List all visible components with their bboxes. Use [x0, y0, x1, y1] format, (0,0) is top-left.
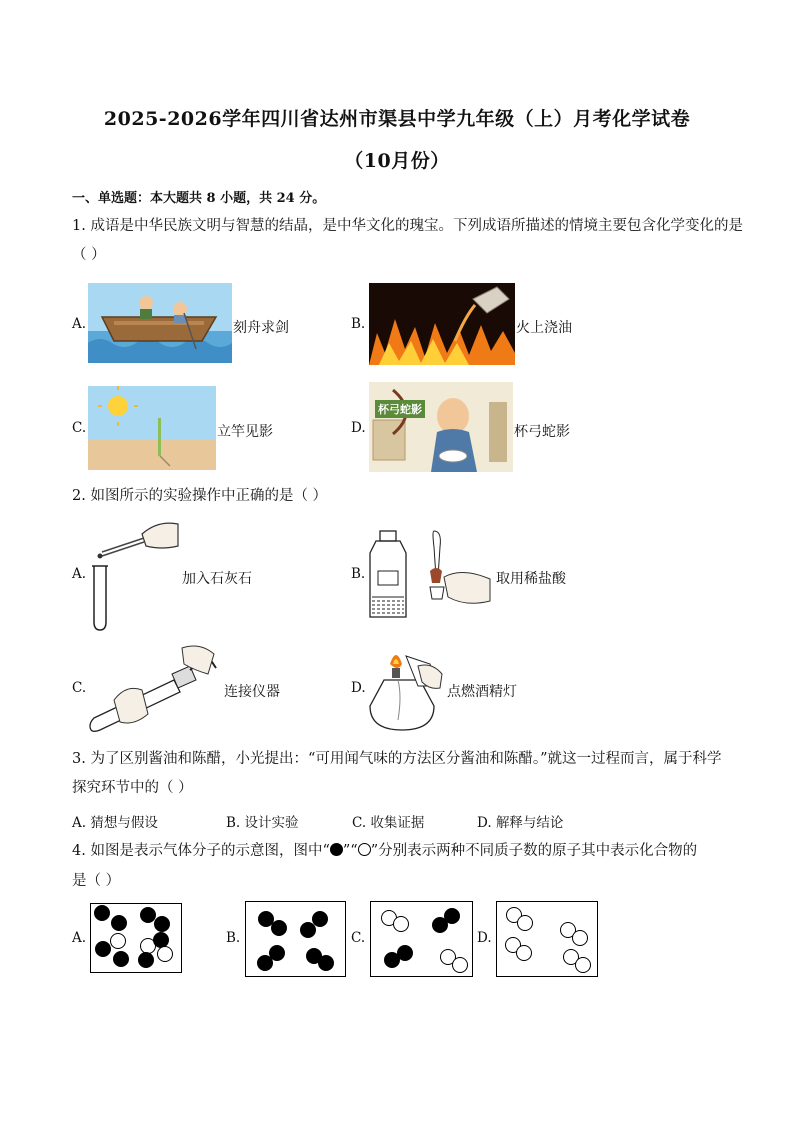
- q2-option-b-text: 取用稀盐酸: [496, 571, 566, 587]
- q4-option-b-letter[interactable]: B.: [226, 930, 241, 946]
- atom-white: [517, 915, 533, 931]
- q3-option-c[interactable]: [352, 811, 424, 831]
- q3-option-c-text: 收集证据: [370, 815, 425, 831]
- q2-option-c-letter[interactable]: C.: [72, 680, 87, 696]
- q3-option-a-text: 猜想与假设: [90, 815, 158, 831]
- q4-option-a-letter[interactable]: A.: [72, 930, 87, 946]
- q1-option-b-image: [369, 283, 515, 365]
- q2-option-c-text: 连接仪器: [224, 684, 280, 700]
- q1-option-a-text: 刻舟求剑: [233, 320, 289, 336]
- atom-black: [257, 955, 273, 971]
- q2-option-d-letter[interactable]: D.: [351, 680, 366, 696]
- atom-white: [452, 957, 468, 973]
- question-3-stem-line2: 探究环节中的（ ）: [72, 780, 193, 796]
- q2-option-d-image: [368, 646, 446, 736]
- q3-option-d-text: 解释与结论: [495, 815, 564, 831]
- q1-option-c-text: 立竿见影: [217, 424, 273, 440]
- atom-black: [154, 916, 170, 932]
- q2-option-d-text: 点燃酒精灯: [447, 684, 517, 700]
- q2-option-a-image: [86, 514, 182, 634]
- q3-option-b[interactable]: [226, 811, 299, 831]
- section-header: 一、单选题：本大题共 8 小题，共 24 分。: [72, 191, 326, 206]
- q1-option-d-image: [369, 382, 513, 472]
- q4-option-d-letter[interactable]: D.: [477, 930, 492, 946]
- q3-option-a-letter: A.: [72, 815, 87, 831]
- q3-option-b-letter: B.: [226, 815, 241, 831]
- atom-white: [157, 946, 173, 962]
- black-atom-icon: [330, 843, 343, 856]
- atom-black: [113, 951, 129, 967]
- question-4-stem-part2: ”“: [342, 843, 358, 859]
- q1-option-b-text: 火上浇油: [516, 320, 572, 336]
- question-4-stem-line2: 是（ ）: [72, 873, 121, 889]
- q4-option-d-diagram: [496, 901, 598, 977]
- q4-option-c-letter[interactable]: C.: [351, 930, 366, 946]
- atom-black: [318, 955, 334, 971]
- atom-black: [95, 941, 111, 957]
- q3-option-d-letter: D.: [477, 815, 492, 831]
- question-1-stem-paren: （ ）: [72, 247, 106, 263]
- q3-option-b-text: 设计实验: [244, 815, 299, 831]
- q4-option-b-diagram: [245, 901, 346, 977]
- q2-option-a-letter[interactable]: A.: [72, 566, 87, 582]
- atom-black: [138, 952, 154, 968]
- atom-black: [300, 922, 316, 938]
- atom-black: [384, 952, 400, 968]
- page-title: 2025-2026学年四川省达州市渠县中学九年级（上）月考化学试卷: [103, 108, 691, 130]
- atom-black: [111, 915, 127, 931]
- question-4-stem-part3: ”分别表示两种不同质子数的原子其中表示化合物的: [370, 843, 698, 859]
- q2-option-b-letter[interactable]: B.: [351, 566, 366, 582]
- atom-white: [110, 933, 126, 949]
- q4-option-c-diagram: [370, 901, 473, 977]
- q3-option-c-letter: C.: [352, 815, 367, 831]
- white-atom-icon: [358, 843, 371, 856]
- atom-white: [393, 916, 409, 932]
- q4-option-a-diagram: [90, 903, 182, 973]
- q3-option-a[interactable]: [72, 811, 158, 831]
- atom-black: [271, 920, 287, 936]
- q2-option-b-image: [366, 527, 494, 619]
- q2-option-c-image: [86, 644, 224, 736]
- q2-option-a-text: 加入石灰石: [182, 571, 252, 587]
- question-1-stem: 1. 成语是中华民族文明与智慧的结晶，是中华文化的瑰宝。下列成语所描述的情境主要包含化学变化的是: [72, 218, 743, 234]
- question-4-stem-part1: 4. 如图是表示气体分子的示意图，图中“: [72, 843, 330, 859]
- q1-option-b-letter[interactable]: B.: [351, 316, 366, 332]
- atom-white: [572, 930, 588, 946]
- question-2-stem: 2. 如图所示的实验操作中正确的是（ ）: [72, 488, 328, 504]
- atom-black: [432, 917, 448, 933]
- question-4-stem: [72, 840, 697, 862]
- atom-white: [516, 945, 532, 961]
- q1-option-a-letter[interactable]: A.: [72, 316, 87, 332]
- question-3-stem: 3. 为了区别酱油和陈醋，小光提出：“可用闻气味的方法区分酱油和陈醋。”就这一过程而言，属于科学: [72, 751, 722, 767]
- atom-white: [575, 957, 591, 973]
- q1-option-c-image: [88, 386, 216, 470]
- page-subtitle: （10月份）: [344, 150, 450, 172]
- q1-option-d-letter[interactable]: D.: [351, 420, 366, 436]
- q3-option-d[interactable]: [477, 811, 563, 831]
- atom-black: [94, 905, 110, 921]
- q1-option-a-image: [88, 283, 232, 363]
- q1-option-d-text: 杯弓蛇影: [514, 424, 570, 440]
- q1-option-d-image-caption: 杯弓蛇影: [375, 400, 425, 418]
- q1-option-c-letter[interactable]: C.: [72, 420, 87, 436]
